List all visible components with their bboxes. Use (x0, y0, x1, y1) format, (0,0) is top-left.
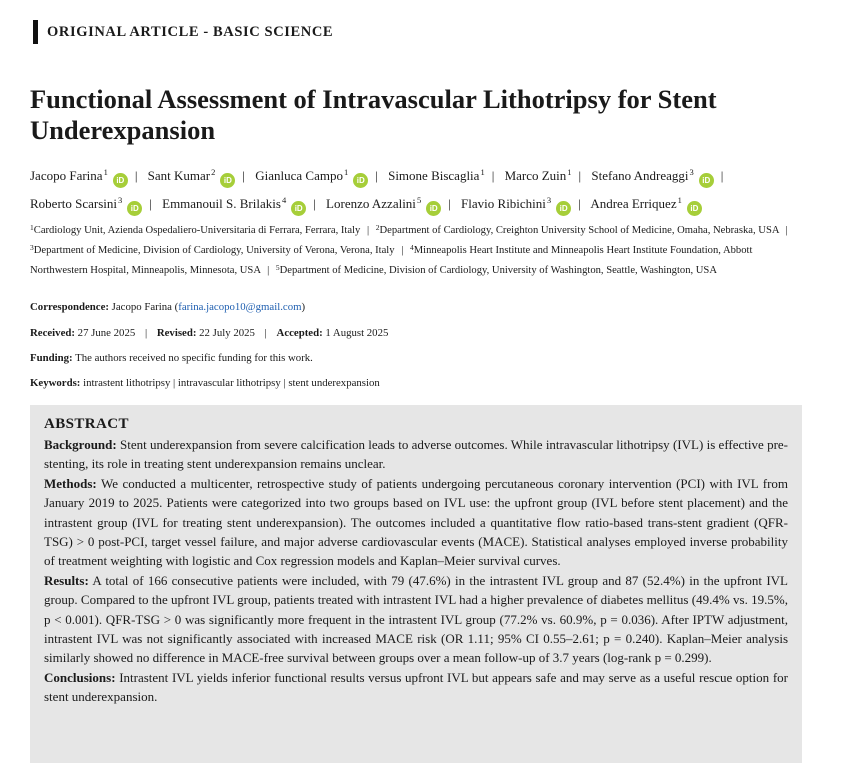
affiliation-item (276, 265, 717, 276)
author-name-text: Marco Zuin (504, 168, 567, 183)
author-name-text: Gianluca Campo (255, 168, 343, 183)
accepted-label: Accepted: (276, 327, 323, 339)
orcid-icon[interactable]: iD (127, 201, 142, 216)
author-name (505, 168, 572, 183)
conclusions-text: Intrastent IVL yields inferior functional results versus upfront IVL but appears safe and may serve as a useful rescue option for stent underexpansion. (44, 669, 788, 705)
affiliation-marker: 3 (546, 195, 552, 205)
orcid-icon[interactable]: iD (113, 173, 128, 188)
author-name-text: Simone Biscaglia (388, 168, 480, 183)
correspondence-email-link[interactable]: farina.jacopo10@gmail.com (178, 301, 302, 313)
orcid-icon[interactable]: iD (699, 173, 714, 188)
results-label: Results: (44, 572, 89, 588)
keywords-line (30, 376, 380, 391)
article-type-label: ORIGINAL ARTICLE - BASIC SCIENCE (33, 20, 333, 44)
orcid-icon[interactable]: iD (353, 173, 368, 188)
affiliation-marker: 2 (211, 167, 216, 177)
affiliation-text: Minneapolis Heart Institute and Minneapolis Heart Institute Foundation, Abbott Northwestern Hospital, Minneapolis, Minnesota, USA (30, 245, 753, 276)
author-name (30, 196, 142, 211)
abstract-conclusions (44, 668, 788, 707)
affiliation-marker: 1 (677, 195, 682, 205)
author-separator: | (375, 168, 378, 183)
abstract-background (44, 435, 788, 474)
orcid-icon[interactable]: iD (426, 201, 441, 216)
author-separator: | (720, 168, 724, 183)
author-name (162, 196, 306, 211)
abstract-methods (44, 474, 788, 571)
author-name-text: Jacopo Farina (30, 168, 103, 183)
affiliation-text: Department of Medicine, Division of Cardiology, University of Washington, Seattle, Washington, USA (279, 265, 717, 276)
correspondence-line: Correspondence: Jacopo Farina (farina.jacopo10@gmail.com) (30, 301, 306, 313)
affiliation-separator: | (401, 245, 404, 256)
author-name (326, 196, 441, 211)
author-separator: | (242, 168, 245, 183)
keywords-label: Keywords: (30, 377, 81, 389)
affiliation-marker: 1 (480, 167, 485, 177)
author-name-text: Flavio Ribichini (461, 196, 546, 211)
abstract-heading: ABSTRACT (44, 416, 129, 432)
author-name (30, 168, 128, 183)
affiliation-number: 3 (30, 243, 34, 252)
correspondence-name: Jacopo Farina (111, 301, 172, 313)
conclusions-label: Conclusions: (44, 669, 116, 685)
author-list (30, 160, 820, 216)
keywords-text: intrastent lithotripsy | intravascular lithotripsy | stent underexpansion (83, 377, 380, 389)
funding-label: Funding: (30, 352, 73, 364)
author-separator: | (578, 196, 581, 211)
article-title: Functional Assessment of Intravascular Lithotripsy for Stent Underexpansion (30, 84, 717, 145)
methods-label: Methods: (44, 475, 97, 491)
affiliation-item (30, 245, 395, 256)
affiliation-number: 5 (275, 263, 280, 272)
affiliation-text: Cardiology Unit, Azienda Ospedaliero-Universitaria di Ferrara, Ferrara, Italy (33, 225, 361, 236)
author-separator: | (313, 196, 316, 211)
orcid-icon[interactable]: iD (556, 201, 571, 216)
background-label: Background: (44, 437, 117, 452)
abstract-results (44, 571, 788, 668)
author-separator: | (578, 168, 582, 183)
author-separator: | (491, 168, 495, 183)
accepted-date: 1 August 2025 (325, 327, 389, 339)
background-text: Stent underexpansion from severe calcification leads to adverse outcomes. While intravascular lithotripsy (IVL) is effective pre-stenting, its role in treating stent underexpansion remains unclear. (44, 437, 788, 472)
affiliation-separator: | (785, 225, 788, 236)
separator: | (264, 327, 267, 339)
author-name-text: Sant Kumar (147, 168, 211, 183)
correspondence-label: Correspondence: (30, 301, 109, 313)
affiliation-number: 1 (30, 223, 34, 232)
author-name-text: Lorenzo Azzalini (326, 196, 416, 211)
results-text: A total of 166 consecutive patients were included, with 79 (47.6%) in the intrastent IVL group and 87 (52.4%) in the upfront IVL group. Compared to the upfront IVL group, patients treated with intrastent IVL had a higher prevalence of diabetes mellitus (49.4% vs. 19.5%, p < 0.001). QFR-TSG > 0 was significantly more frequent in the intrastent IVL group (77.2% vs. 60.9%, p = 0.036). After IPTW adjustment, intrastent IVL was not significantly associated with increased MACE risk (OR 1.11; 95% CI 0.55–2.61; p = 0.240). Kaplan–Meier analysis similarly showed no difference in MACE-free survival between groups over a mean follow-up of 3.7 years (log-rank p = 0.299). (44, 572, 788, 666)
affiliation-text: Department of Medicine, Division of Cardiology, University of Verona, Verona, Italy (33, 245, 395, 256)
affiliation-number: 4 (409, 243, 414, 252)
received-date: 27 June 2025 (77, 327, 136, 339)
author-separator: | (448, 196, 451, 211)
author-separator: | (149, 196, 152, 211)
affiliation-marker: 4 (281, 195, 287, 205)
methods-text: We conducted a multicenter, retrospective study of patients undergoing percutaneous coronary intervention (PCI) with IVL from January 2019 to 2025. Patients were categorized into two groups based on IVL use: the upfront group (IVL before stent placement) and the intrastent group (IVL for treating stent underexpansion). The outcomes included a quantitative flow ratio-based trans-stent gradient (QFR-TSG) > 0 post-PCI, target vessel failure, and major adverse cardiovascular events (MACE). Statistical analyses employed inverse probability of treatment weighting with logistic and Cox regression models and Kaplan–Meier survival curves. (44, 475, 789, 569)
affiliation-marker: 3 (118, 195, 123, 205)
orcid-icon[interactable]: iD (687, 201, 702, 216)
author-name (591, 168, 713, 183)
affiliation-item (376, 225, 779, 236)
orcid-icon[interactable]: iD (220, 173, 235, 188)
author-name-text: Andrea Erriquez (590, 196, 677, 211)
author-separator: | (134, 168, 138, 183)
funding-line (30, 351, 313, 366)
author-name-text: Roberto Scarsini (30, 196, 118, 211)
author-name (388, 168, 485, 183)
author-name-text: Emmanouil S. Brilakis (162, 196, 281, 211)
funding-text: The authors received no specific funding for this work. (75, 352, 313, 364)
author-name (461, 196, 571, 211)
revised-label: Revised: (156, 327, 197, 339)
affiliation-number: 2 (375, 223, 380, 232)
separator: | (144, 327, 148, 339)
affiliation-item (30, 225, 360, 236)
author-name (255, 168, 368, 183)
affiliation-separator: | (267, 265, 270, 276)
affiliation-separator: | (366, 225, 370, 236)
affiliations (30, 219, 805, 279)
affiliation-marker: 1 (343, 167, 349, 177)
affiliation-marker: 1 (567, 167, 572, 177)
revised-date: 22 July 2025 (199, 327, 255, 339)
affiliation-marker: 1 (103, 167, 108, 177)
abstract-box (30, 405, 802, 763)
author-name (590, 196, 702, 211)
received-label: Received: (30, 327, 75, 339)
affiliation-marker: 5 (416, 195, 422, 205)
orcid-icon[interactable]: iD (291, 201, 306, 216)
affiliation-text: Department of Cardiology, Creighton University School of Medicine, Omaha, Nebraska, USA (379, 225, 779, 236)
dates-line (30, 326, 388, 341)
affiliation-marker: 3 (689, 167, 694, 177)
author-name-text: Stefano Andreaggi (591, 168, 689, 183)
author-name (148, 168, 236, 183)
